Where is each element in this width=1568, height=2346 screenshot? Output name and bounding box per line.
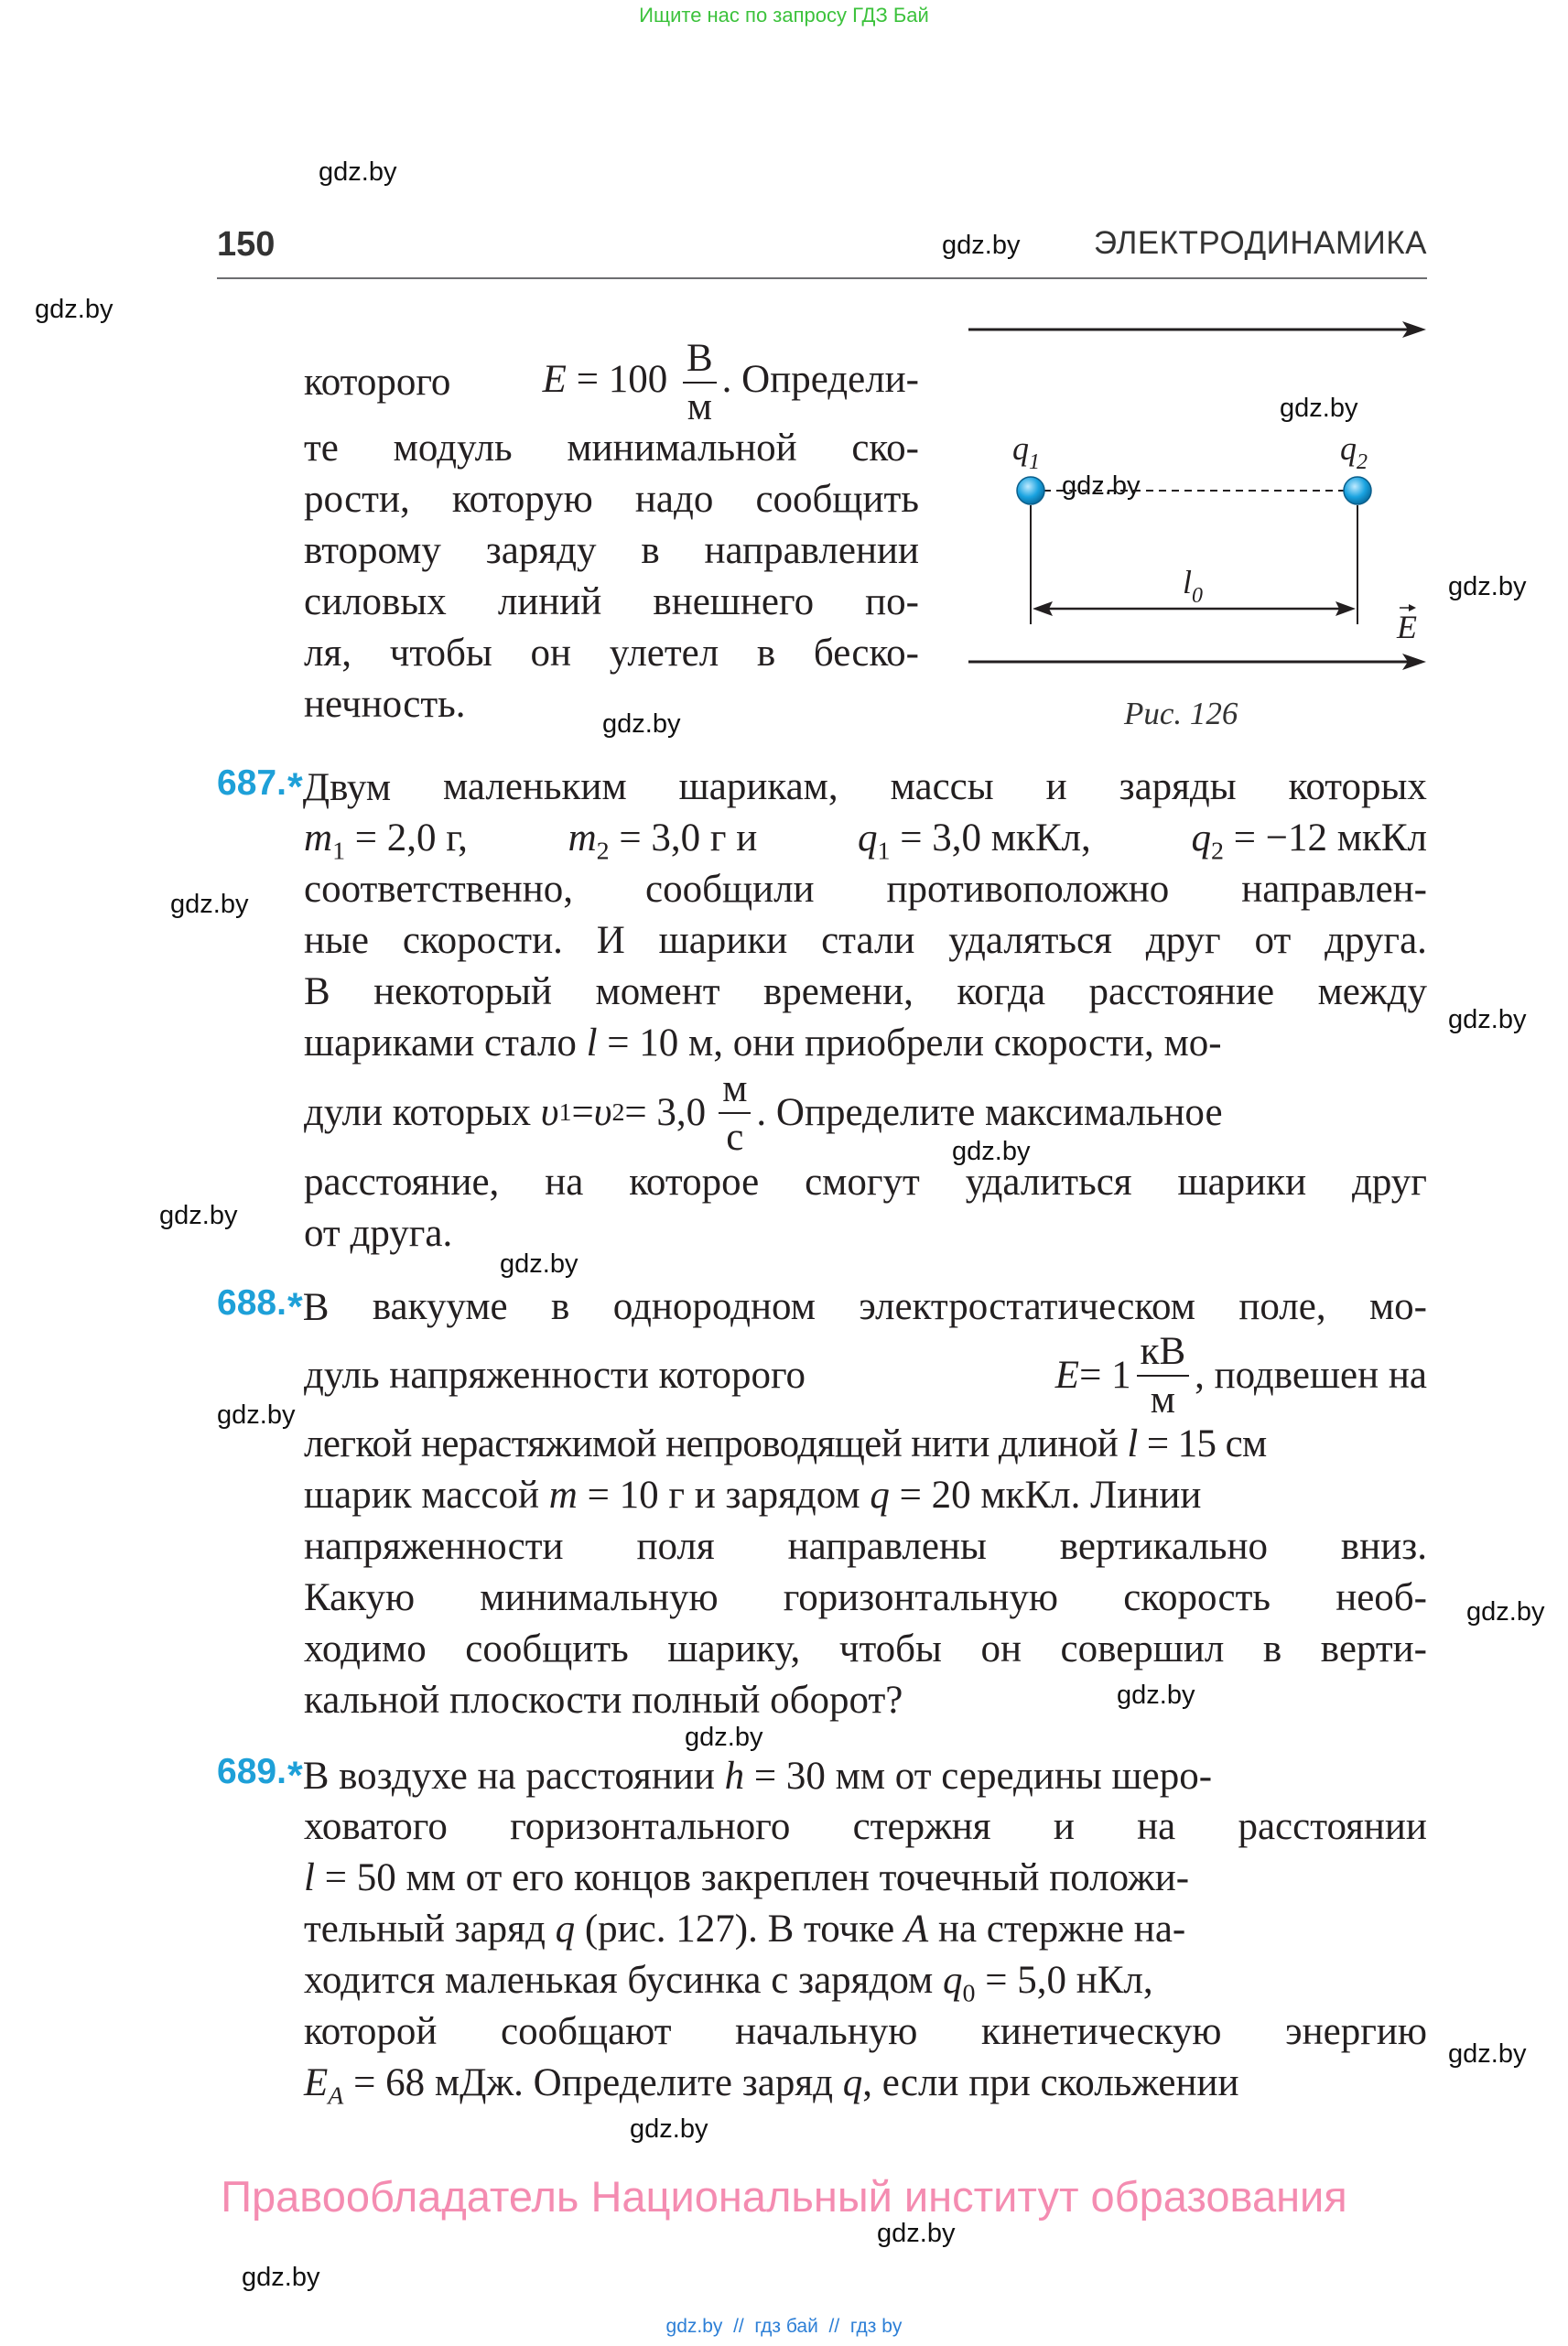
problem-line: расстояние, на которое смогут удалиться шарики друг xyxy=(304,1161,1427,1204)
watermark: gdz.by xyxy=(217,1400,296,1430)
watermark: gdz.by xyxy=(35,295,114,324)
watermark: gdz.by xyxy=(500,1249,579,1279)
problem-line: *В воздухе на расстоянии h = 30 мм от середины шеро- xyxy=(287,1754,1213,1798)
problem-line: Какую минимальную горизонтальную скорость необ- xyxy=(304,1576,1427,1619)
label-q2: $q_2$ xyxy=(1340,430,1368,474)
continuation-line: те модуль минимальной ско- xyxy=(304,427,919,470)
watermark: gdz.by xyxy=(170,890,249,919)
problem-line: кальной плоскости полный оборот? xyxy=(304,1679,903,1722)
watermark: gdz.by xyxy=(1448,2039,1527,2069)
watermark: gdz.by xyxy=(242,2263,320,2292)
watermark: gdz.by xyxy=(1448,1005,1527,1034)
continuation-line: которого E = 100 $\frac{В}{м}$ . Определи- xyxy=(304,337,919,428)
label-q1: $q_1$ xyxy=(1012,430,1040,474)
watermark: gdz.by xyxy=(685,1723,763,1752)
problem-number-689: 689. xyxy=(217,1752,287,1791)
watermark: gdz.by xyxy=(942,231,1021,260)
problem-line: шарик массой m = 10 г и зарядом q = 20 мкКл. Линии xyxy=(304,1474,1202,1517)
problem-line: напряженности поля направлены вертикально вниз. xyxy=(304,1525,1427,1568)
rights-holder-notice: Правообладатель Национальный институт образования xyxy=(221,2172,1347,2221)
watermark: gdz.by xyxy=(877,2219,956,2248)
continuation-text xyxy=(304,337,919,730)
field-line-bottom xyxy=(968,654,1426,670)
problem-line: $E_A = 68$ мДж. Определите заряд q, если при скольжении xyxy=(304,2061,1239,2111)
problem-line: от друга. xyxy=(304,1212,453,1255)
problem-line: ховатого горизонтального стержня и на расстоянии xyxy=(304,1805,1427,1848)
continuation-line: второму заряду в направлении xyxy=(304,529,919,572)
fraction-kilovolt-per-meter: $\frac{кВ}{м}$ xyxy=(1137,1332,1190,1420)
charge-ball-q1 xyxy=(1017,477,1044,504)
watermark: gdz.by xyxy=(319,157,397,187)
section-title: ЭЛЕКТРОДИНАМИКА xyxy=(1093,225,1427,261)
problem-line: соответственно, сообщили противоположно направлен- xyxy=(304,868,1427,911)
page-number: 150 xyxy=(217,225,276,264)
continuation-line: нечность. xyxy=(304,683,466,726)
problem-line: *Двум маленьким шарикам, массы и заряды которых xyxy=(287,765,1427,809)
problem-line: $m_1 = 2,0$ г, $m_2 = 3,0$ г и $q_1 = 3,0$ мкКл, $q_2 = -12$ мкКл xyxy=(304,816,1427,866)
svg-text:E: E xyxy=(1397,609,1417,645)
watermark: gdz.by xyxy=(1280,394,1358,423)
problem-line: тельный заряд q (рис. 127). В точке A на стержне на- xyxy=(304,1908,1186,1951)
continuation-line: силовых линий внешнего по- xyxy=(304,580,919,623)
figure-126 xyxy=(952,302,1437,687)
problem-line: l = 50 мм от его концов закреплен точечный положи- xyxy=(304,1856,1190,1899)
continuation-line: ля, чтобы он улетел в беско- xyxy=(304,632,919,675)
label-e-vector xyxy=(1396,604,1417,645)
footer-links[interactable]: gdz.by // гдз бай // гдз by xyxy=(665,2316,903,2337)
charge-ball-q2 xyxy=(1344,477,1371,504)
problem-line: В некоторый момент времени, когда расстояние между xyxy=(304,970,1427,1013)
watermark: gdz.by xyxy=(1117,1681,1195,1710)
problem-687 xyxy=(287,762,1427,1259)
continuation-line: рости, которую надо сообщить xyxy=(304,478,919,521)
label-l0: $l_0$ xyxy=(1183,564,1204,608)
fraction-volt-per-meter: $\frac{В}{м}$ xyxy=(683,339,717,427)
problem-line: которой сообщают начальную кинетическую энергию xyxy=(304,2010,1427,2053)
fraction-meter-per-second: $\frac{м}{с}$ xyxy=(719,1069,751,1157)
header-rule xyxy=(217,277,1427,279)
problem-line: шариками стало l = 10 м, они приобрели скорости, мо- xyxy=(304,1022,1222,1065)
difficulty-star: * xyxy=(287,765,303,809)
problem-line: *В вакууме в однородном электростатическом поле, мо- xyxy=(287,1285,1427,1329)
watermark: gdz.by xyxy=(602,709,681,739)
problem-689 xyxy=(287,1750,1427,2111)
watermark: gdz.by xyxy=(952,1137,1031,1166)
problem-number-688: 688. xyxy=(217,1283,287,1323)
problem-688 xyxy=(287,1281,1427,1726)
problem-line: ходимо сообщить шарику, чтобы он совершил в верти- xyxy=(304,1627,1427,1670)
figure-caption: Рис. 126 xyxy=(1124,696,1238,731)
watermark: gdz.by xyxy=(1448,572,1527,601)
problem-line: легкой нерастяжимой непроводящей нити длиной l = 15 см xyxy=(304,1422,1267,1465)
top-banner[interactable]: Ищите нас по запросу ГДЗ Бай xyxy=(639,4,929,27)
problem-line: ные скорости. И шарики стали удаляться друг от друга. xyxy=(304,919,1427,962)
field-line-top xyxy=(968,321,1426,338)
problem-line: ходится маленькая бусинка с зарядом $q_0 = 5,0$ нКл, xyxy=(304,1959,1153,2008)
watermark: gdz.by xyxy=(1466,1597,1545,1627)
watermark: gdz.by xyxy=(159,1201,238,1230)
problem-number-687: 687. xyxy=(217,763,287,803)
watermark: gdz.by xyxy=(1062,471,1141,501)
problem-line: дуль напряженности которого E = 1 $\frac{кВ}{м}$ , подвешен на xyxy=(304,1330,1427,1422)
difficulty-star: * xyxy=(287,1285,303,1329)
difficulty-star: * xyxy=(287,1754,303,1798)
problem-line: дули которых υ 1 = υ 2 = 3,0 $\frac{м}{с}$ . Определите максимальное xyxy=(304,1067,1223,1159)
watermark: gdz.by xyxy=(630,2114,708,2144)
